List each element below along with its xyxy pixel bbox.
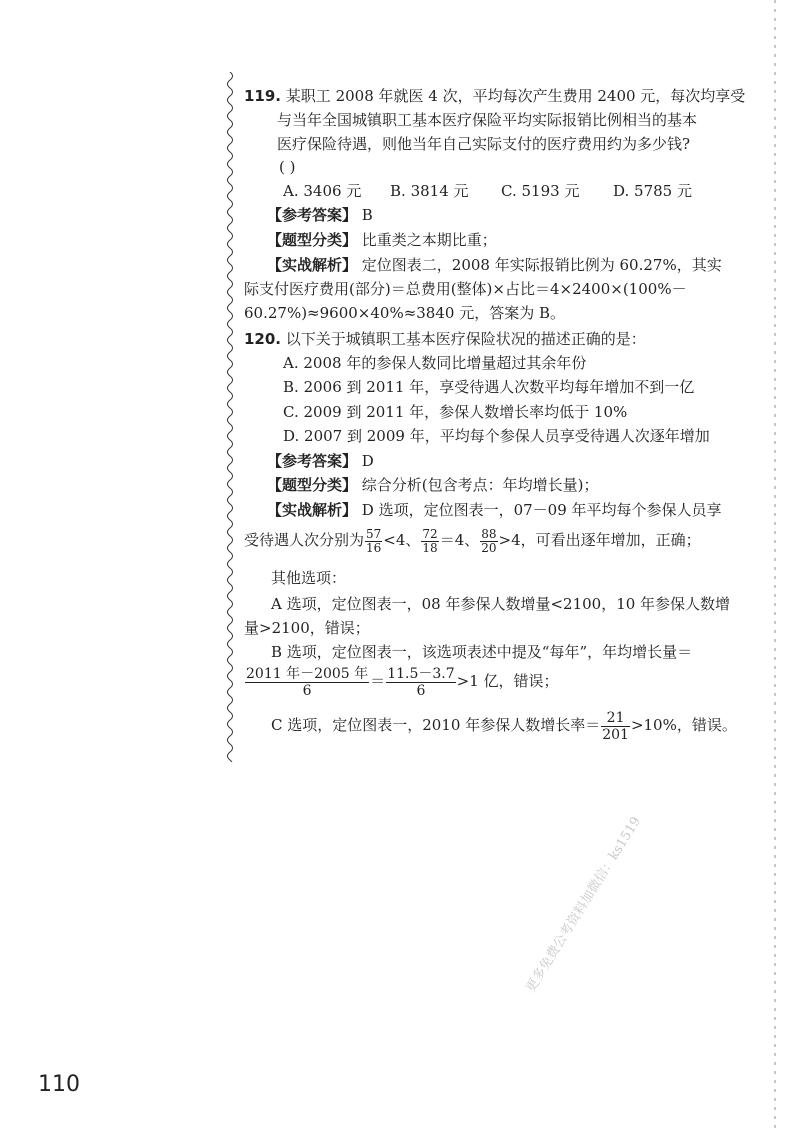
watermark: 更多免费公考资料加微信：ks1519 (523, 814, 645, 996)
numerator: 21 (601, 710, 630, 727)
equals-sign: ＝ (370, 672, 386, 690)
q119-option-d (613, 181, 692, 201)
q120-number: 120. (244, 330, 282, 348)
option-text: 5193 元 (521, 182, 580, 200)
other-options-heading: 其他选项： (271, 569, 347, 587)
option-b-analysis-line-2 (244, 664, 559, 699)
answer-tag: 【参考答案】 (267, 206, 358, 224)
type-tag: 【题型分类】 (267, 231, 358, 249)
analysis-prefix: 受待遇人次分别为 (244, 531, 365, 549)
numerator: 88 (481, 526, 497, 541)
q119-number: 119. (244, 87, 282, 105)
q119-option-c (501, 181, 579, 201)
option-text: 2009 到 2011 年，参保人数增长率均低于 10% (303, 403, 628, 421)
denominator: 20 (481, 540, 497, 555)
fraction-57-16 (365, 528, 382, 555)
q119-stem-line-1 (244, 86, 745, 106)
denominator: 201 (602, 726, 629, 743)
option-label: C. (501, 182, 517, 200)
analysis-connector: ＝4、 (439, 531, 480, 549)
option-label: B. (390, 182, 406, 200)
numerator: 72 (422, 526, 438, 541)
fraction-72-18 (421, 528, 438, 555)
option-a-analysis-line-2: 量>2100，错误； (244, 619, 370, 637)
option-label: C. (283, 403, 299, 421)
answer-value: D (361, 452, 374, 470)
q119-analysis-line-1 (267, 255, 722, 275)
option-label: A. (283, 182, 299, 200)
option-b-analysis-line-1: B 选项，定位图表一，该选项表述中提及“每年”，年均增长量＝ (271, 643, 693, 661)
option-text: 5785 元 (634, 182, 692, 200)
analysis-text: D 选项，定位图表一，07－09 年平均每个参保人员享 (361, 501, 722, 519)
denominator: 6 (416, 682, 426, 699)
analysis-connector: <4、 (383, 531, 421, 549)
answer-tag: 【参考答案】 (267, 452, 358, 470)
option-c-prefix: C 选项，定位图表一，2010 年参保人数增长率＝ (271, 716, 601, 734)
analysis-tag: 【实战解析】 (267, 501, 358, 519)
q119-option-b (390, 181, 469, 201)
option-text: 3814 元 (410, 182, 469, 200)
option-label: D. (283, 427, 300, 445)
fraction-years (245, 666, 369, 699)
q120-option-a (283, 353, 586, 373)
q119-analysis-line-2: 际支付医疗费用(部分)＝总费用(整体)×占比＝4×2400×(100%－ (244, 280, 687, 298)
numerator: 57 (366, 526, 382, 541)
answer-value: B (361, 206, 373, 224)
q120-stem-text: 以下关于城镇职工基本医疗保险状况的描述正确的是： (285, 330, 646, 348)
q120-option-d (283, 426, 710, 446)
analysis-suffix: >4，可看出逐年增加，正确； (498, 531, 701, 549)
q119-reference-answer (267, 205, 373, 225)
q120-analysis-line-2 (244, 525, 701, 555)
q120-option-b (283, 377, 694, 397)
option-c-analysis (271, 708, 737, 743)
denominator: 6 (302, 682, 312, 699)
q120-option-c (283, 402, 627, 422)
option-text: 3406 元 (303, 182, 362, 200)
q119-stem-line-2: 与当年全国城镇职工基本医疗保险平均实际报销比例相当的基本 (277, 111, 698, 129)
page-number: 110 (38, 1072, 80, 1097)
option-text: 2007 到 2009 年，平均每个参保人员享受待遇人次逐年增加 (304, 427, 710, 445)
option-c-suffix: >10%，错误。 (630, 716, 737, 734)
option-b-suffix: >1 亿，错误； (456, 672, 559, 690)
option-label: A. (283, 354, 299, 372)
q119-option-a (283, 181, 361, 201)
q119-question-type (267, 230, 497, 250)
option-text: 2006 到 2011 年，享受待遇人次数平均每年增加不到一亿 (303, 378, 695, 396)
numerator: 11.5－3.7 (387, 665, 455, 682)
option-label: B. (283, 378, 299, 396)
q120-analysis-line-1 (267, 500, 722, 520)
type-value: 比重类之本期比重； (361, 231, 497, 249)
denominator: 16 (366, 540, 382, 555)
fraction-21-201 (601, 710, 630, 743)
fraction-88-20 (480, 528, 497, 555)
numerator: 2011 年－2005 年 (246, 665, 369, 682)
type-tag: 【题型分类】 (267, 476, 358, 494)
q120-question-type (267, 475, 599, 495)
q119-answer-blank: ( ) (279, 158, 296, 176)
q119-analysis-line-3: 60.27%)≈9600×40%≈3840 元，答案为 B。 (244, 304, 565, 322)
q120-reference-answer (267, 451, 374, 471)
analysis-tag: 【实战解析】 (267, 256, 358, 274)
option-text: 2008 年的参保人数同比增量超过其余年份 (303, 354, 587, 372)
fraction-values (386, 666, 455, 699)
q119-stem-text-1: 某职工 2008 年就医 4 次，平均每次产生费用 2400 元，每次均享受 (285, 87, 746, 105)
analysis-text: 定位图表二，2008 年实际报销比例为 60.27%，其实 (361, 256, 722, 274)
q119-stem-line-3: 医疗保险待遇，则他当年自己实际支付的医疗费用约为多少钱? (277, 135, 691, 153)
q120-stem (244, 329, 646, 349)
option-a-analysis-line-1: A 选项，定位图表一，08 年参保人数增量<2100，10 年参保人数增 (271, 595, 731, 613)
denominator: 18 (422, 540, 438, 555)
option-label: D. (613, 182, 630, 200)
type-value: 综合分析(包含考点：年均增长量)； (361, 476, 599, 494)
